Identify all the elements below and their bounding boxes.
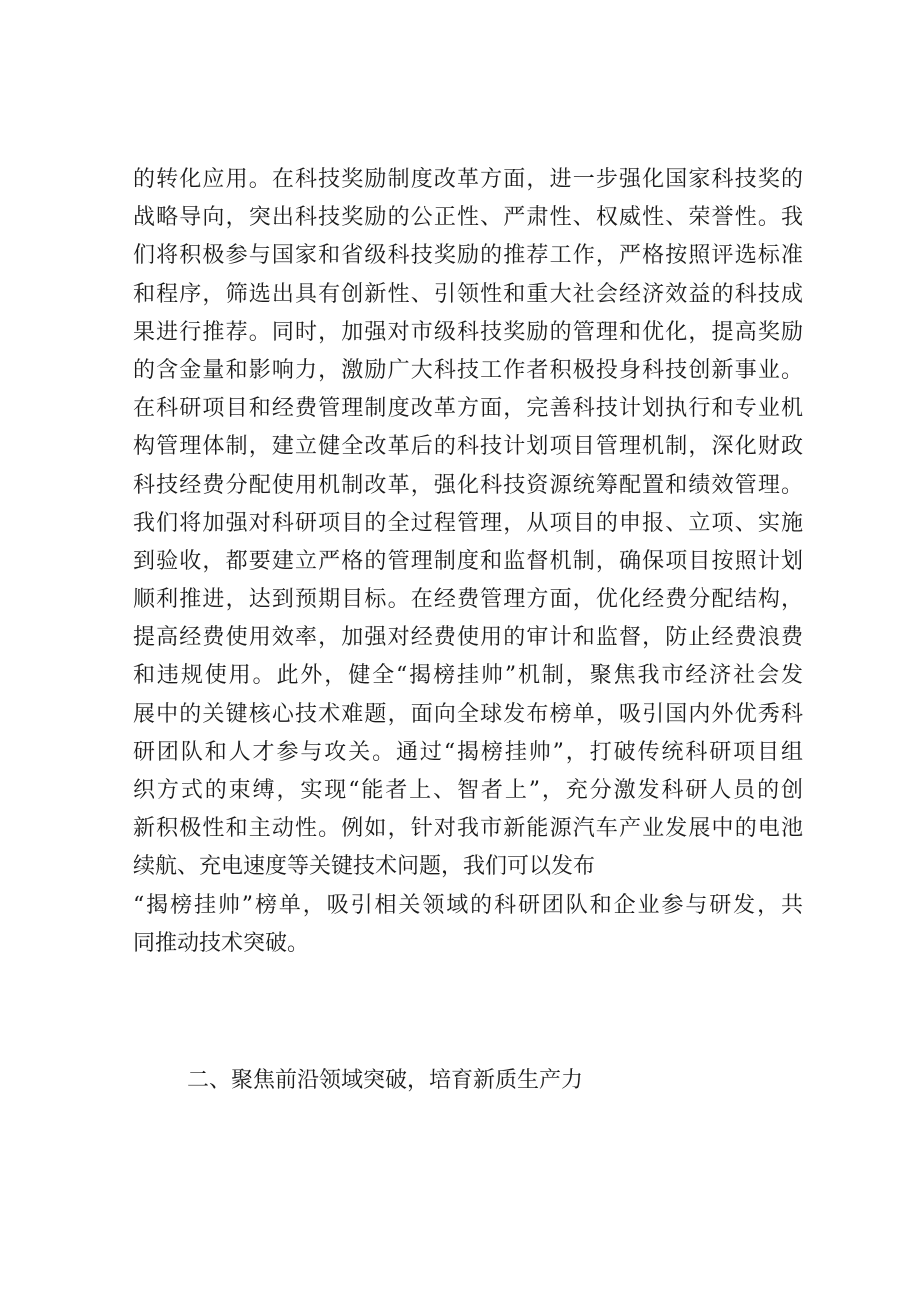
paragraph-line: 和违规使用。此外，健全“揭榜挂帅”机制，聚焦我市经济社会发: [133, 663, 803, 689]
paragraph-line: 顺利推进，达到预期目标。在经费管理方面，优化经费分配结构，: [133, 587, 803, 613]
paragraph-line: 我们将加强对科研项目的全过程管理，从项目的申报、立项、实施: [133, 510, 803, 536]
paragraph-line: “揭榜挂帅”榜单，吸引相关领域的科研团队和企业参与研发，共: [133, 892, 803, 918]
paragraph-line: 果进行推荐。同时，加强对市级科技奖励的管理和优化，提高奖励: [133, 319, 803, 345]
paragraph-line: 和程序，筛选出具有创新性、引领性和重大社会经济效益的科技成: [133, 281, 803, 307]
paragraph-line: 到验收，都要建立严格的管理制度和监督机制，确保项目按照计划: [133, 548, 803, 574]
paragraph-line: 续航、充电速度等关键技术问题，我们可以发布: [133, 854, 596, 880]
paragraph-line: 织方式的束缚，实现“能者上、智者上”，充分激发科研人员的创: [133, 778, 803, 803]
paragraph-line: 战略导向，突出科技奖励的公正性、严肃性、权威性、荣誉性。我: [133, 205, 803, 231]
paragraph-line: 在科研项目和经费管理制度改革方面，完善科技计划执行和专业机: [133, 396, 803, 422]
body-paragraph: [133, 161, 803, 963]
paragraph-line: 们将积极参与国家和省级科技奖励的推荐工作，严格按照评选标准: [133, 243, 803, 269]
paragraph-line: 研团队和人才参与攻关。通过“揭榜挂帅”，打破传统科研项目组: [133, 739, 803, 765]
paragraph-line: 提高经费使用效率，加强对经费使用的审计和监督，防止经费浪费: [133, 625, 803, 651]
paragraph-line: 新积极性和主动性。例如，针对我市新能源汽车产业发展中的电池: [133, 816, 803, 842]
paragraph-line: 科技经费分配使用机制改革，强化科技资源统筹配置和绩效管理。: [133, 472, 803, 498]
paragraph-line: 展中的关键核心技术难题，面向全球发布榜单，吸引国内外优秀科: [133, 701, 803, 727]
paragraph-line: 的转化应用。在科技奖励制度改革方面，进一步强化国家科技奖的: [133, 167, 803, 192]
paragraph-line: 构管理体制，建立健全改革后的科技计划项目管理机制，深化财政: [133, 434, 803, 460]
paragraph-line: 同推动技术突破。: [133, 930, 310, 956]
paragraph-line: 的含金量和影响力，激励广大科技工作者积极投身科技创新事业。: [133, 357, 803, 383]
section-heading: 二、聚焦前沿领域突破，培育新质生产力: [187, 1068, 584, 1093]
